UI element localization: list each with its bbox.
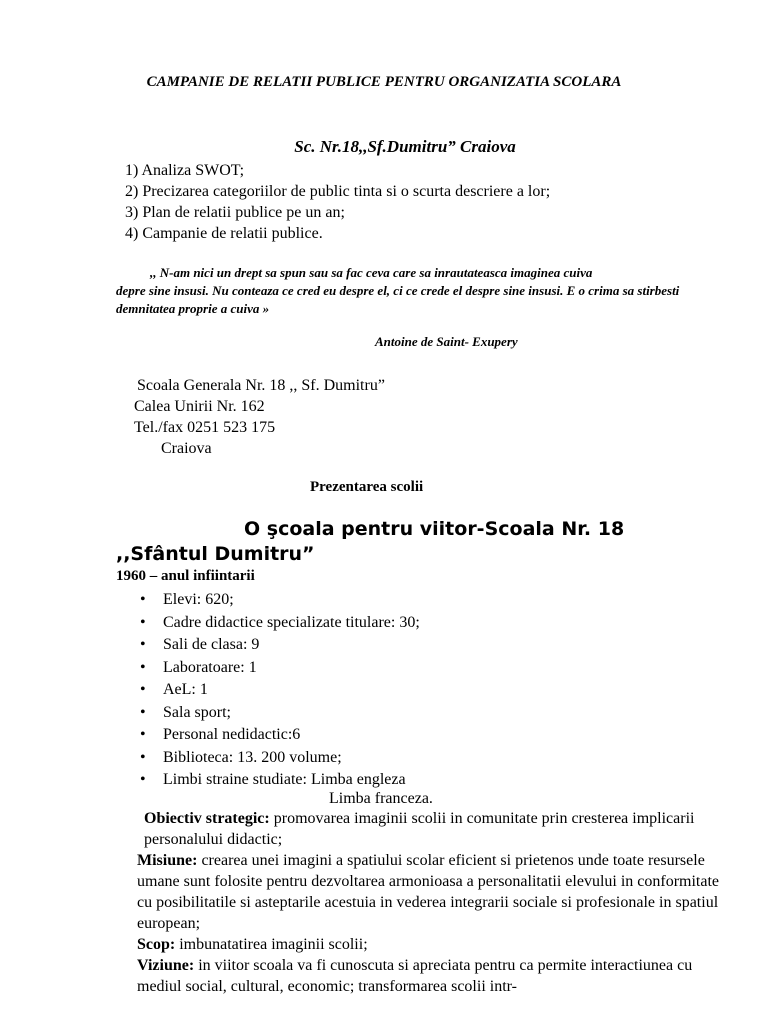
vision-text: in viitor scoala va fi cunoscuta si apreciata pentru ca permite interactiunea cu mediul social, cultural, economic; transformarea scolii intr- [137, 957, 693, 995]
school-heading-line-1: O şcoala pentru viitor-Scoala Nr. 18 [244, 518, 625, 540]
task-item: 3) Plan de relatii publice pe un an; [125, 204, 345, 221]
list-item [140, 724, 420, 747]
quote-author: Antoine de Saint- Exupery [375, 334, 518, 349]
task-item: 2) Precizarea categoriilor de public tinta si o scurta descriere a lor; [125, 183, 551, 200]
strategy-paragraphs [137, 808, 737, 997]
list-item-text: Biblioteca: 13. 200 volume; [163, 748, 342, 766]
objective-label: Obiectiv strategic: [144, 810, 270, 827]
section-heading: Prezentarea scolii [310, 479, 424, 495]
list-item-text: Personal nedidactic:6 [163, 726, 301, 743]
list-item-text: Sala sport; [163, 703, 231, 721]
list-item [140, 589, 420, 612]
list-item-text: Cadre didactice specializate titulare: 30; [163, 613, 420, 631]
list-item [140, 702, 420, 725]
address-city: Craiova [161, 440, 212, 457]
bullet-icon: • [140, 636, 146, 653]
list-item [140, 612, 420, 635]
scope-text: imbunatatirea imaginii scolii; [175, 936, 368, 953]
list-item [140, 634, 420, 657]
list-item-text: Limbi straine studiate: Limba engleza [163, 771, 406, 788]
objective-text: promovarea imaginii scolii in comunitate prin cresterea implicarii personalului didactic; [144, 810, 695, 848]
scope-label: Scop: [137, 936, 176, 953]
document-title: CAMPANIE DE RELATII PUBLICE PENTRU ORGANIZATIA SCOLARA [146, 74, 622, 90]
school-stats-list [140, 589, 420, 792]
quote-line-1: ,, N-am nici un drept sa spun sau sa fac ceva care sa inrautateasca imaginea cuiva [150, 265, 593, 280]
list-item [140, 747, 420, 770]
languages-extra: Limba franceza. [329, 790, 433, 807]
task-item: 1) Analiza SWOT; [125, 162, 245, 179]
address-phone: Tel./fax 0251 523 175 [134, 419, 276, 436]
founded-year: 1960 – anul infiintarii [116, 568, 255, 584]
bullet-icon: • [140, 658, 146, 676]
bullet-icon: • [140, 681, 146, 698]
quote [116, 264, 716, 318]
bullet-icon: • [140, 613, 146, 631]
vision-label: Viziune: [137, 957, 195, 974]
address-street: Calea Unirii Nr. 162 [134, 398, 265, 415]
bullet-icon: • [140, 726, 146, 743]
school-title: Sc. Nr.18,,Sf.Dumitru” Craiova [294, 137, 516, 156]
task-item: 4) Campanie de relatii publice. [125, 225, 323, 242]
mission-text: crearea unei imagini a spatiului scolar eficient si prietenos unde toate resursele umane sunt folosite pentru dezvoltarea armonioasa a personalitatii elevului in conformitate cu posibilitatile si asteptarile acestuia in vederea integrarii sociale si profesionale in spatiul european; [137, 852, 720, 932]
bullet-icon: • [140, 591, 146, 608]
list-item [140, 657, 420, 680]
school-heading-line-2: ,,Sfântul Dumitru” [116, 543, 315, 565]
list-item-text: Elevi: 620; [163, 591, 234, 608]
objective-paragraph [137, 808, 737, 850]
list-item-text: Laboratoare: 1 [163, 658, 257, 676]
address-school-name: Scoala Generala Nr. 18 ,, Sf. Dumitru” [137, 377, 385, 394]
vision-paragraph [137, 955, 737, 997]
bullet-icon: • [140, 748, 146, 766]
quote-rest: depre sine insusi. Nu conteaza ce cred eu despre el, ci ce crede el despre sine insusi. E o crima sa stirbesti demnitatea proprie a cuiva » [116, 283, 680, 316]
mission-paragraph [137, 850, 737, 934]
scope-paragraph [137, 934, 737, 955]
bullet-icon: • [140, 703, 146, 721]
list-item-text: AeL: 1 [163, 681, 208, 698]
bullet-icon: • [140, 771, 146, 788]
list-item [140, 679, 420, 702]
task-list [125, 160, 550, 244]
mission-label: Misiune: [137, 852, 198, 869]
list-item-text: Sali de clasa: 9 [163, 636, 260, 653]
